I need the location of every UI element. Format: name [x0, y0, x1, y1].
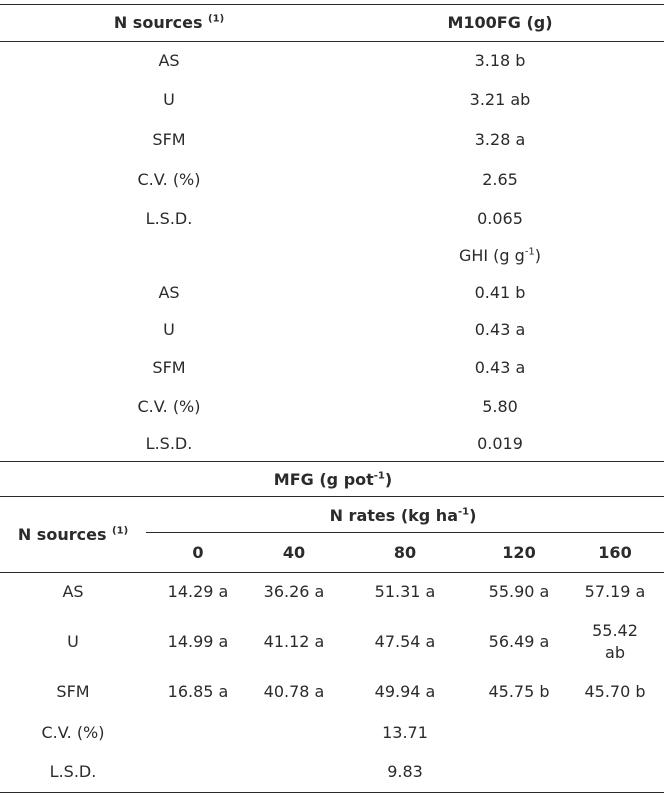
header-n-sources-text: N sources [113, 13, 203, 32]
table-cell: 14.99 a [167, 632, 229, 651]
table-title-mfg [274, 470, 392, 490]
row-label: L.S.D. [145, 434, 193, 453]
table-cell: 45.70 b [584, 682, 646, 701]
row-label: L.S.D. [145, 209, 193, 228]
row-label: C.V. (%) [137, 170, 201, 189]
table-cell: 40.78 a [263, 682, 325, 701]
table-cell: 55.90 a [488, 582, 550, 601]
row-value: 3.21 ab [469, 90, 531, 109]
cv-label: C.V. (%) [41, 723, 105, 742]
subheader-close: ) [534, 246, 542, 265]
rates-header-rule [146, 532, 664, 533]
row-label: AS [158, 283, 180, 302]
row-label: AS [158, 51, 180, 70]
table-cell: 41.12 a [263, 632, 325, 651]
rates-header-close: ) [469, 506, 477, 525]
table-cell-wrapped: 55.42 ab [592, 621, 638, 662]
lsd-label: L.S.D. [49, 762, 97, 781]
table-cell: 36.26 a [263, 582, 325, 601]
title-rule [0, 496, 664, 497]
table-cell: 14.29 a [167, 582, 229, 601]
row-value: 2.65 [482, 170, 518, 189]
table-split-rule [0, 461, 664, 462]
row-label: C.V. (%) [137, 397, 201, 416]
lsd-value: 9.83 [387, 762, 423, 781]
table-cell: 47.54 a [374, 632, 436, 651]
footnote-marker: (1) [208, 13, 225, 25]
row-value: 0.41 b [474, 283, 526, 302]
unit-exponent: -1 [457, 506, 470, 518]
rates-header [330, 506, 477, 526]
row-label: U [163, 320, 175, 339]
row-value: 0.43 a [474, 358, 526, 377]
table-cell: 16.85 a [167, 682, 229, 701]
rowhead-n-sources [18, 525, 128, 545]
table-cell: 45.75 b [488, 682, 550, 701]
row-value: 0.065 [477, 209, 523, 228]
row-value: 3.18 b [474, 51, 526, 70]
row-value: 3.28 a [474, 130, 526, 149]
table-title-close: ) [384, 470, 393, 489]
header-m100fg: M100FG (g) [447, 13, 553, 32]
table-cell: 51.31 a [374, 582, 436, 601]
table-row-label: U [67, 632, 79, 651]
table-title-text: MFG (g pot [273, 470, 374, 489]
row-value: 0.43 a [474, 320, 526, 339]
header-n-sources [114, 13, 224, 33]
rate-header: 120 [502, 543, 536, 562]
table-cell: 49.94 a [374, 682, 436, 701]
table-row-label: AS [62, 582, 84, 601]
table-top-rule [0, 4, 664, 5]
subheader-ghi-text: GHI (g g [458, 246, 525, 265]
row-label: SFM [152, 358, 186, 377]
table-cell: 56.49 a [488, 632, 550, 651]
header-rule [0, 41, 664, 42]
rate-header: 0 [192, 543, 204, 562]
unit-exponent: -1 [373, 470, 385, 482]
row-label: U [163, 90, 175, 109]
rates-header-text: N rates (kg ha [329, 506, 458, 525]
cv-value: 13.71 [382, 723, 428, 742]
rate-header: 80 [393, 543, 417, 562]
subheader-ghi [459, 246, 541, 266]
rate-header: 160 [598, 543, 632, 562]
rate-header: 40 [282, 543, 306, 562]
row-value: 5.80 [482, 397, 518, 416]
table-row-label: SFM [56, 682, 90, 701]
row-label: SFM [152, 130, 186, 149]
column-header-rule [0, 572, 664, 573]
unit-exponent: -1 [524, 246, 535, 258]
table-bottom-rule [0, 792, 664, 793]
table-cell: 57.19 a [584, 582, 646, 601]
footnote-marker: (1) [112, 525, 129, 537]
rowhead-text: N sources [17, 525, 107, 544]
row-value: 0.019 [477, 434, 523, 453]
